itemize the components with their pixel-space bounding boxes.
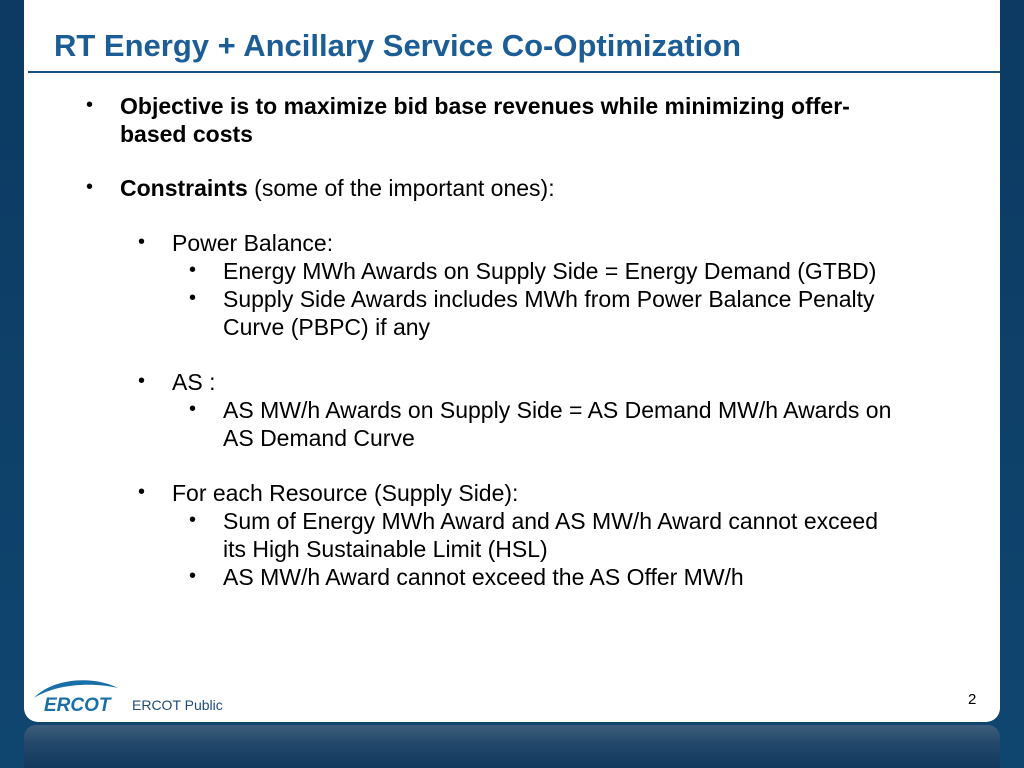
bullet-constraints xyxy=(120,174,555,202)
bullet-marker: • xyxy=(86,94,94,116)
objective-line-2: based costs xyxy=(120,121,253,147)
bullet-marker: • xyxy=(189,565,197,587)
bullet-resource-offer: AS MW/h Award cannot exceed the AS Offer MW/h xyxy=(223,564,744,590)
bullet-resource: For each Resource (Supply Side): xyxy=(172,480,519,506)
bullet-as-awards xyxy=(223,396,891,452)
objective-line-1: Objective is to maximize bid base revenues while minimizing offer- xyxy=(120,93,850,119)
bullet-marker: • xyxy=(138,370,146,392)
bullet-objective xyxy=(120,92,850,148)
pb-supply-line-2: Curve (PBPC) if any xyxy=(223,314,431,340)
bullet-pb-supply-side xyxy=(223,285,875,341)
as-awards-line-1: AS MW/h Awards on Supply Side = AS Demand MW/h Awards on xyxy=(223,397,892,423)
bullet-marker: • xyxy=(86,176,94,198)
bullet-marker: • xyxy=(189,259,197,281)
constraints-note: (some of the important ones): xyxy=(247,175,555,201)
bullet-marker: • xyxy=(138,231,146,253)
constraints-label: Constraints xyxy=(120,175,248,201)
slide-body xyxy=(24,0,1000,722)
slide-title: RT Energy + Ancillary Service Co-Optimization xyxy=(54,28,742,63)
bullet-marker: • xyxy=(138,481,146,503)
resource-hsl-line-2: its High Sustainable Limit (HSL) xyxy=(223,536,548,562)
pb-supply-line-1: Supply Side Awards includes MWh from Power Balance Penalty xyxy=(223,286,875,312)
bullet-pb-energy-awards: Energy MWh Awards on Supply Side = Energy Demand (GTBD) xyxy=(223,258,877,284)
ercot-logo-icon xyxy=(30,676,120,716)
logo-wordmark: ERCOT xyxy=(44,695,111,716)
page-number: 2 xyxy=(968,691,977,708)
bullet-marker: • xyxy=(189,398,197,420)
bullet-resource-hsl xyxy=(223,507,878,563)
bullet-marker: • xyxy=(189,509,197,531)
bullet-marker: • xyxy=(189,287,197,309)
slide-canvas xyxy=(24,0,1000,722)
resource-hsl-line-1: Sum of Energy MWh Award and AS MW/h Award cannot exceed xyxy=(223,508,878,534)
as-awards-line-2: AS Demand Curve xyxy=(223,425,415,451)
bullet-power-balance: Power Balance: xyxy=(172,230,334,256)
bullet-as: AS : xyxy=(172,369,216,395)
footer-bar xyxy=(24,725,1000,768)
classification-label: ERCOT Public xyxy=(132,697,223,713)
